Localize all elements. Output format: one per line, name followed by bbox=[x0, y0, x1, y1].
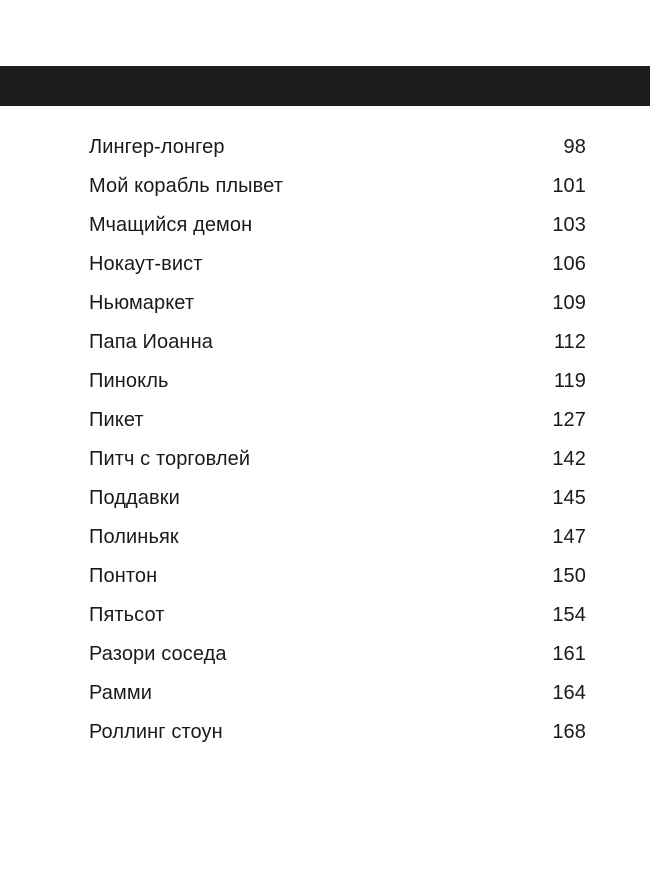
toc-entry-title: Поддавки bbox=[89, 487, 180, 509]
header-band bbox=[0, 66, 650, 106]
toc-entry bbox=[89, 440, 586, 479]
toc-entry-page: 127 bbox=[552, 409, 586, 431]
toc-entry bbox=[89, 206, 586, 245]
toc-entry-page: 145 bbox=[552, 487, 586, 509]
toc-entry-page: 112 bbox=[553, 331, 586, 353]
toc-entry-page: 161 bbox=[552, 643, 586, 665]
toc-entry-page: 154 bbox=[552, 604, 586, 626]
toc-entry bbox=[89, 167, 586, 206]
toc-entry-title: Нокаут-вист bbox=[89, 253, 203, 275]
toc-entry-title: Понтон bbox=[89, 565, 158, 587]
toc-entry bbox=[89, 323, 586, 362]
toc-entry-page: 168 bbox=[552, 721, 586, 743]
toc-entry-title: Питч с торговлей bbox=[89, 448, 251, 470]
toc-entry bbox=[89, 479, 586, 518]
toc-entry-page: 103 bbox=[552, 214, 586, 236]
toc-entry bbox=[89, 674, 586, 713]
toc-entry-title: Роллинг стоун bbox=[89, 721, 223, 743]
table-of-contents bbox=[89, 128, 586, 752]
toc-entry-title: Мой корабль плывет bbox=[89, 175, 283, 197]
toc-entry-page: 119 bbox=[553, 370, 586, 392]
toc-entry-title: Разори соседа bbox=[89, 643, 227, 665]
toc-entry bbox=[89, 128, 586, 167]
toc-entry bbox=[89, 557, 586, 596]
toc-entry bbox=[89, 596, 586, 635]
toc-entry bbox=[89, 713, 586, 752]
toc-entry-page: 109 bbox=[552, 292, 586, 314]
toc-entry-page: 164 bbox=[552, 682, 586, 704]
toc-entry-title: Пикет bbox=[89, 409, 144, 431]
toc-entry-page: 98 bbox=[563, 136, 586, 158]
toc-entry-title: Пинокль bbox=[89, 370, 169, 392]
toc-entry-page: 142 bbox=[552, 448, 586, 470]
toc-entry-title: Папа Иоанна bbox=[89, 331, 213, 353]
toc-entry-title: Полиньяк bbox=[89, 526, 179, 548]
toc-entry-title: Пятьсот bbox=[89, 604, 165, 626]
toc-entry-title: Рамми bbox=[89, 682, 152, 704]
toc-entry-page: 101 bbox=[552, 175, 586, 197]
toc-entry bbox=[89, 635, 586, 674]
toc-entry bbox=[89, 362, 586, 401]
toc-entry-page: 147 bbox=[552, 526, 586, 548]
toc-entry bbox=[89, 284, 586, 323]
toc-entry bbox=[89, 245, 586, 284]
toc-entry-page: 150 bbox=[552, 565, 586, 587]
toc-entry bbox=[89, 518, 586, 557]
toc-entry-title: Лингер-лонгер bbox=[89, 136, 225, 158]
toc-entry bbox=[89, 401, 586, 440]
toc-entry-title: Ньюмаркет bbox=[89, 292, 195, 314]
toc-entry-page: 106 bbox=[552, 253, 586, 275]
toc-entry-title: Мчащийся демон bbox=[89, 214, 253, 236]
